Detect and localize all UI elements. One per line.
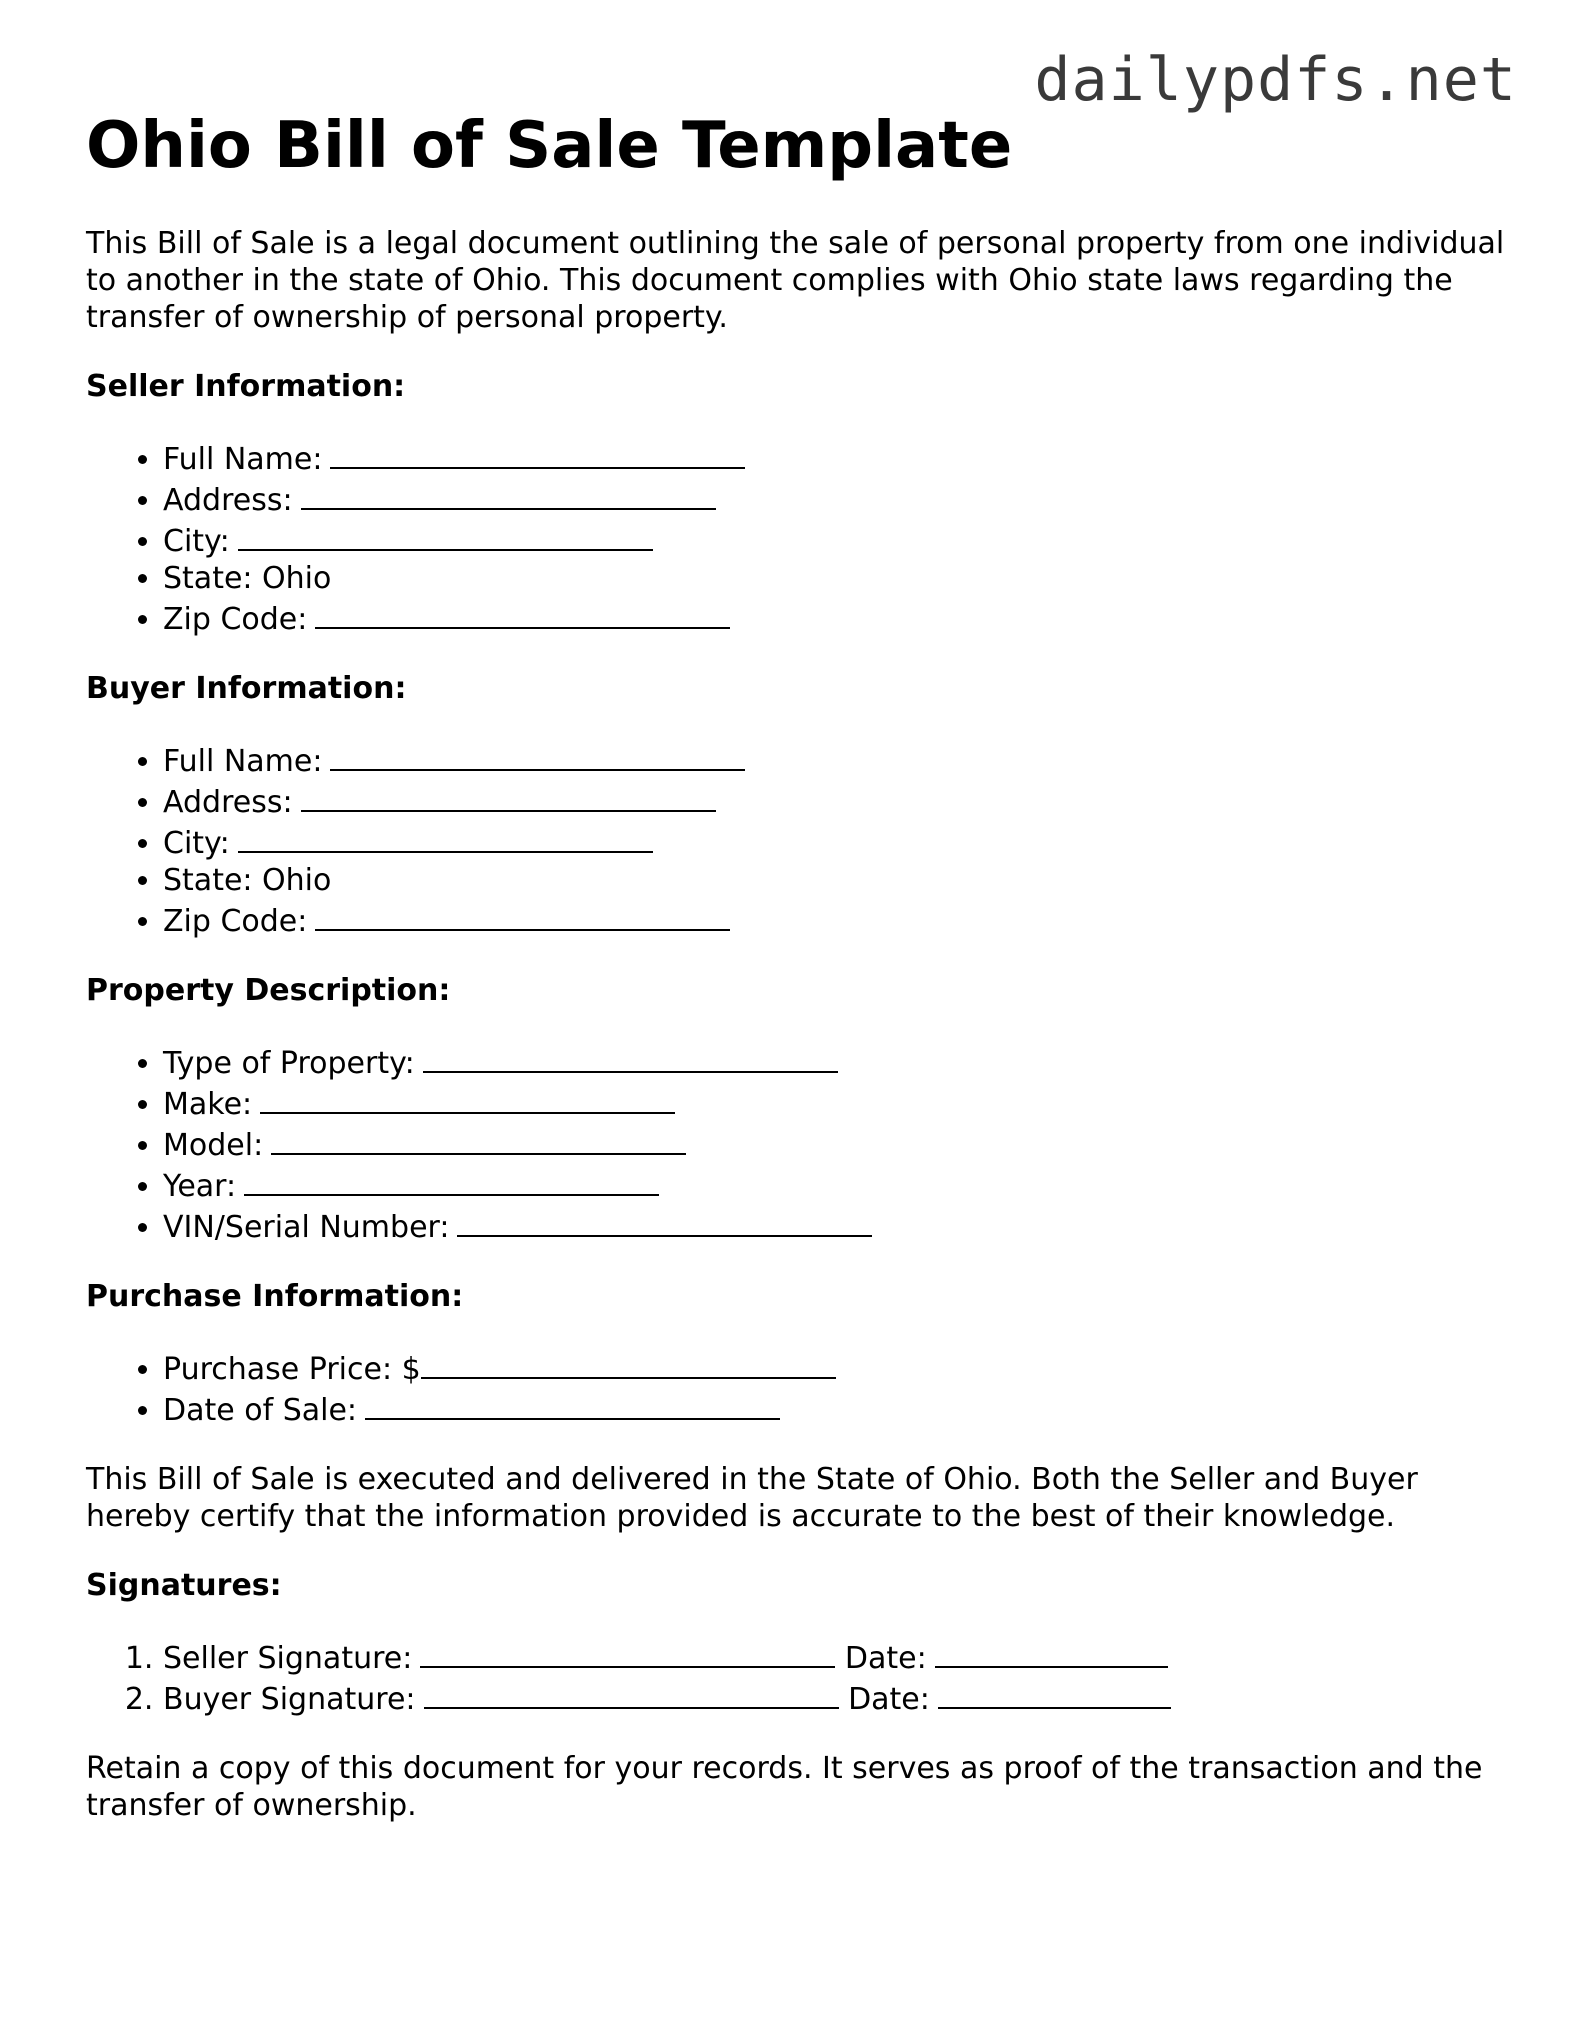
list-item (163, 899, 1506, 940)
seller-signature-label: Seller Signature: (163, 1640, 413, 1676)
seller-signature-field[interactable] (420, 1636, 835, 1668)
purchase-price-field[interactable] (421, 1347, 836, 1379)
watermark: dailypdfs.net (1034, 45, 1517, 115)
list-item (163, 1347, 1506, 1388)
seller-heading: Seller Information: (86, 368, 406, 404)
seller-date-field[interactable] (935, 1636, 1168, 1668)
buyer-city-label: City: (163, 825, 230, 861)
list-item (163, 1082, 1506, 1123)
property-make-label: Make: (163, 1086, 253, 1122)
certification-paragraph: This Bill of Sale is executed and delivered in the State of Ohio. Both the Seller and Buyer hereby certify that the information provided is accurate to the best of their knowledge. (86, 1461, 1418, 1534)
buyer-list (86, 739, 1506, 940)
seller-full-name-label: Full Name: (163, 441, 323, 477)
seller-zip-field[interactable] (315, 597, 730, 629)
seller-zip-label: Zip Code: (163, 601, 308, 637)
list-item (163, 1636, 1506, 1677)
list-item (163, 1041, 1506, 1082)
buyer-address-label: Address: (163, 784, 293, 820)
list-item (163, 437, 1506, 478)
list-item (163, 780, 1506, 821)
property-year-label: Year: (163, 1168, 237, 1204)
buyer-city-field[interactable] (238, 821, 653, 853)
signatures-heading: Signatures: (86, 1567, 282, 1603)
date-of-sale-field[interactable] (365, 1388, 780, 1420)
list-item (163, 821, 1506, 862)
closing-paragraph: Retain a copy of this document for your records. It serves as proof of the transaction and the transfer of ownership. (86, 1750, 1483, 1823)
date-of-sale-label: Date of Sale: (163, 1392, 358, 1428)
list-item (163, 739, 1506, 780)
list-item (163, 1205, 1506, 1246)
buyer-date-field[interactable] (938, 1677, 1171, 1709)
buyer-full-name-label: Full Name: (163, 743, 323, 779)
property-year-field[interactable] (244, 1164, 659, 1196)
property-list (86, 1041, 1506, 1246)
list-item (163, 1123, 1506, 1164)
property-heading: Property Description: (86, 972, 451, 1008)
purchase-price-label: Purchase Price: $ (163, 1351, 421, 1387)
property-vin-field[interactable] (457, 1205, 872, 1237)
property-make-field[interactable] (260, 1082, 675, 1114)
property-model-label: Model: (163, 1127, 264, 1163)
buyer-address-field[interactable] (301, 780, 716, 812)
property-type-label: Type of Property: (163, 1045, 415, 1081)
buyer-zip-field[interactable] (315, 899, 730, 931)
list-item (163, 478, 1506, 519)
list-item (163, 862, 1506, 899)
buyer-signature-field[interactable] (424, 1677, 839, 1709)
seller-address-label: Address: (163, 482, 293, 518)
buyer-zip-label: Zip Code: (163, 903, 308, 939)
list-item (163, 1388, 1506, 1429)
document-body (86, 108, 1506, 1824)
seller-address-field[interactable] (301, 478, 716, 510)
purchase-list (86, 1347, 1506, 1429)
intro-paragraph: This Bill of Sale is a legal document outlining the sale of personal property from one individual to another in the state of Ohio. This document complies with Ohio state laws regarding the transfer of ownership of personal property. (86, 225, 1505, 335)
buyer-full-name-field[interactable] (330, 739, 745, 771)
seller-city-field[interactable] (238, 519, 653, 551)
buyer-signature-label: Buyer Signature: (163, 1681, 416, 1717)
property-vin-label: VIN/Serial Number: (163, 1209, 450, 1245)
purchase-heading: Purchase Information: (86, 1278, 464, 1314)
list-item (163, 519, 1506, 560)
seller-state-label: State: Ohio (163, 560, 332, 596)
buyer-date-label: Date: (848, 1681, 930, 1717)
property-model-field[interactable] (271, 1123, 686, 1155)
seller-list (86, 437, 1506, 638)
list-item (163, 597, 1506, 638)
seller-date-label: Date: (844, 1640, 927, 1676)
page-title: Ohio Bill of Sale Template (86, 109, 1013, 183)
property-type-field[interactable] (423, 1041, 838, 1073)
list-item (163, 1164, 1506, 1205)
buyer-heading: Buyer Information: (86, 670, 407, 706)
buyer-state-label: State: Ohio (163, 862, 332, 898)
list-item (163, 560, 1506, 597)
seller-full-name-field[interactable] (330, 437, 745, 469)
signatures-list (86, 1636, 1506, 1718)
list-item (163, 1677, 1506, 1718)
seller-city-label: City: (163, 523, 230, 559)
